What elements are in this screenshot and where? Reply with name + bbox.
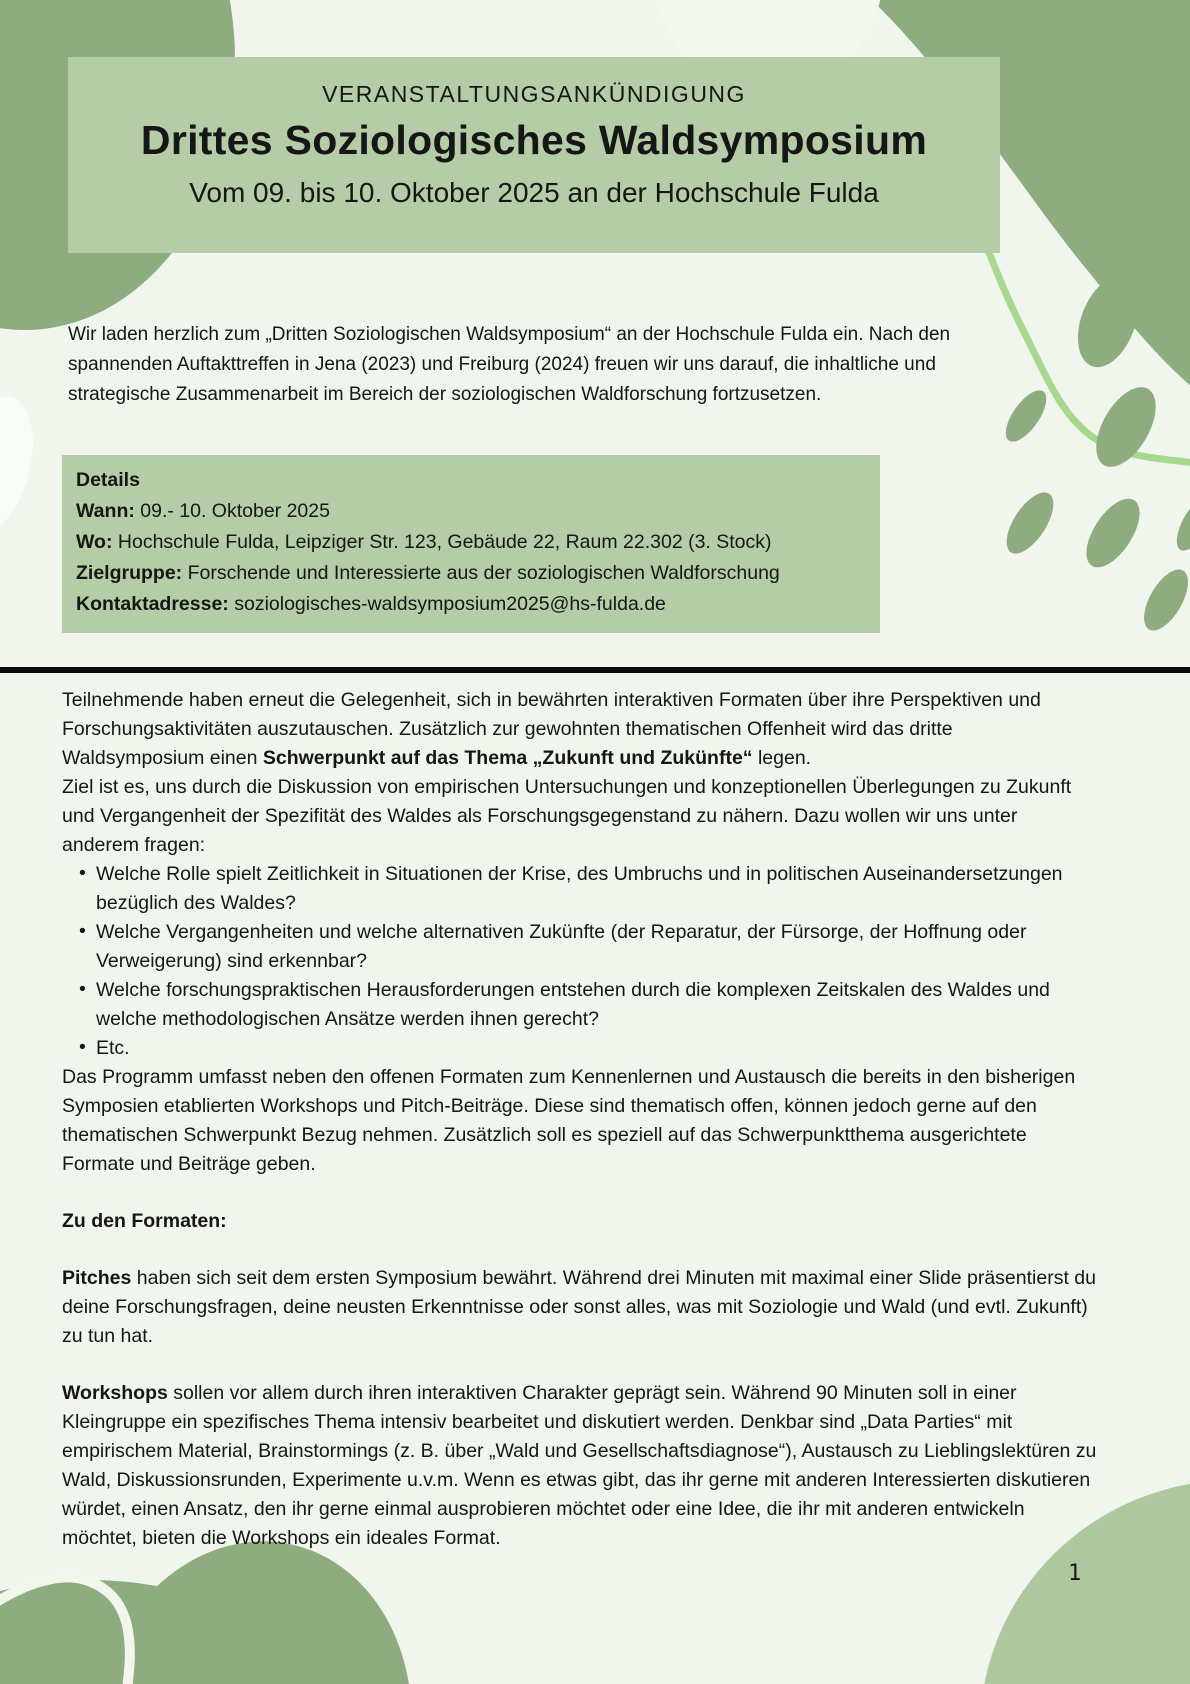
- body-paragraph-goal: Ziel ist es, uns durch die Diskussion von empirischen Untersuchungen und konzeptionellen Überlegungen zu Zukunft und Vergangenheit der Spezifität des Waldes als Forschungsgegenstand zu nähern. Dazu wollen wir uns unter anderem fragen:: [62, 776, 1072, 856]
- body-text: legen.: [752, 747, 812, 769]
- body-paragraph-program: Das Programm umfasst neben den offenen Formaten zum Kennenlernen und Austausch die bereits in den bisherigen Symposien etablierten Workshops und Pitch-Beiträge. Diese sind thematisch offen, können jedoch gerne auf den thematischen Schwerpunkt Bezug nehmen. Zusätzlich soll es speziell auf das Schwerpunktthema ausgerichtete Formate und Beiträge geben.: [62, 1066, 1076, 1175]
- formats-heading: [62, 1207, 1098, 1236]
- seed-leaf: [998, 485, 1063, 561]
- contact-email: soziologisches-waldsymposium2025@hs-fulda.de: [228, 593, 666, 615]
- details-value: Hochschule Fulda, Leipziger Str. 123, Gebäude 22, Raum 22.302 (3. Stock): [112, 531, 772, 553]
- body-paragraph-pitches: [62, 1264, 1098, 1351]
- details-label: Zielgruppe:: [76, 562, 183, 584]
- body-paragraph-workshops: [62, 1379, 1098, 1553]
- intro-paragraph: Wir laden herzlich zum „Dritten Soziologischen Waldsymposium“ an der Hochschule Fulda ein. Nach den spannenden Auftakttreffen in Jena (2023) und Freiburg (2024) freuen wir uns darauf, die inhaltliche und strategische Zusammenarbeit im Bereich der soziologischen Waldforschung fortzusetzen.: [68, 324, 951, 405]
- details-heading: Details: [76, 469, 140, 491]
- seed-leaf: [1084, 377, 1168, 476]
- list-item: • Welche forschungspraktischen Herausforderungen entstehen durch die komplexen Zeitskalen des Waldes und welche methodologischen Ansätze werden ihnen gerecht?: [96, 976, 1098, 1034]
- details-row-wann: [76, 496, 866, 527]
- list-item: • Welche Rolle spielt Zeitlichkeit in Situationen der Krise, des Umbruchs und in politischen Auseinandersetzungen bezüglich des Waldes?: [96, 860, 1098, 918]
- pitches-bold: Pitches: [62, 1267, 132, 1289]
- header-panel: [68, 57, 1000, 253]
- event-date-subtitle: Vom 09. bis 10. Oktober 2025 an der Hochschule Fulda: [189, 177, 879, 208]
- body-paragraph-focus: [62, 686, 1098, 773]
- details-value: Forschende und Interessierte aus der soziologischen Waldforschung: [182, 562, 780, 584]
- details-panel: [62, 455, 880, 633]
- formats-heading-text: Zu den Formaten:: [62, 1210, 227, 1232]
- body-text: Teilnehmende haben erneut die Gelegenheit, sich in bewährten interaktiven Formaten über ihre Perspektiven und Forschungsaktivitäten auszutauschen. Zusätzlich zur gewohnten thematischen Offenheit wird das dritte Waldsymposium einen: [62, 689, 1041, 769]
- section-divider: [0, 667, 1190, 673]
- details-row-zielgruppe: [76, 558, 866, 589]
- details-row-wo: [76, 527, 866, 558]
- details-value: 09.- 10. Oktober 2025: [134, 500, 330, 522]
- announcement-kicker: VERANSTALTUNGSANKÜNDIGUNG: [322, 81, 746, 107]
- page-title: Drittes Soziologisches Waldsymposium: [140, 117, 928, 163]
- details-row-kontaktadresse: [76, 589, 866, 620]
- list-item: • Etc.: [96, 1034, 1098, 1063]
- leaf-left-edge: [0, 388, 46, 541]
- page-number: 1: [1068, 1561, 1082, 1586]
- details-label: Kontaktadresse:: [76, 593, 229, 615]
- workshops-bold: Workshops: [62, 1382, 168, 1404]
- seed-leaf: [1169, 490, 1190, 557]
- details-label: Wann:: [76, 500, 135, 522]
- main-text: [62, 686, 1098, 1553]
- body-text: sollen vor allem durch ihren interaktiven Charakter geprägt sein. Während 90 Minuten soll in einer Kleingruppe ein spezifisches Thema intensiv bearbeitet und diskutiert werden. Denkbar sind „Data Parties“ mit empirischem Material, Brainstormings (z. B. über „Wald und Gesellschaftsdiagnose“), Austausch zu Lieblingslektüren zu Wald, Diskussionsrunden, Experimente u.v.m. Wenn es etwas gibt, das ihr gerne mit anderen Interessierten diskutieren würdet, einen Ansatz, den ihr gerne einmal ausprobieren möchtet oder eine Idee, die ihr mit anderen entwickeln möchtet, bieten die Workshops ein ideales Format.: [62, 1382, 1097, 1549]
- focus-theme-bold: Schwerpunkt auf das Thema „Zukunft und Zukünfte“: [262, 747, 753, 769]
- question-list: [62, 860, 1098, 1063]
- body-text: haben sich seit dem ersten Symposium bewährt. Während drei Minuten mit maximal einer Slide präsentierst du deine Forschungsfragen, deine neusten Erkenntnisse oder sonst alles, was mit Soziologie und Wald (und evtl. Zukunft) zu tun hat.: [62, 1267, 1096, 1347]
- list-item: • Welche Vergangenheiten und welche alternativen Zukünfte (der Reparatur, der Fürsorge, der Hoffnung oder Verweigerung) sind erkennbar?: [96, 918, 1098, 976]
- seed-leaf: [1135, 563, 1190, 638]
- seed-leaf: [998, 384, 1054, 448]
- details-label: Wo:: [76, 531, 113, 553]
- seed-leaf: [1076, 490, 1150, 576]
